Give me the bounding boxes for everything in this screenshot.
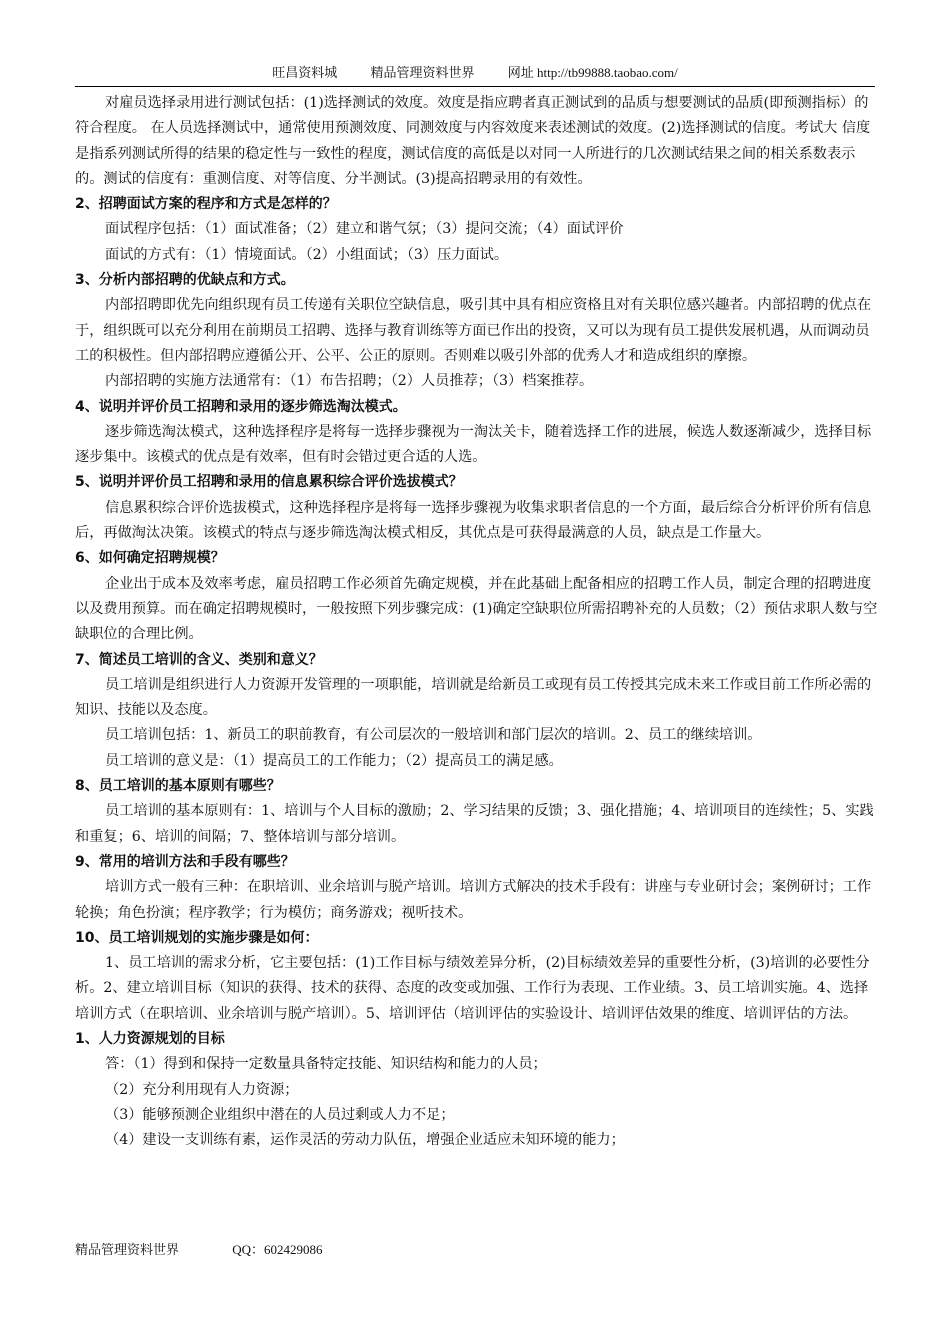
- body-paragraph: 信息累积综合评价选拔模式，这种选择程序是将每一选择步骤视为收集求职者信息的一个方面，最后综合分析评价所有信息后，再做淘汰决策。该模式的特点与逐步筛选淘汰模式相反，其优点是可获得最满意的人员，缺点是工作量大。: [75, 499, 872, 542]
- body-paragraph: 企业出于成本及效率考虑，雇员招聘工作必须首先确定规模，并在此基础上配备相应的招聘工作人员，制定合理的招聘进度以及费用预算。而在确定招聘规模时，一般按照下列步骤完成：(1)确定空缺职位所需招聘补充的人员数；（2）预估求职人数与空缺职位的合理比例。: [75, 575, 878, 643]
- header-brand: 精品管理资料世界: [370, 65, 475, 80]
- body-paragraph: 对雇员选择录用进行测试包括：(1)选择测试的效度。效度是指应聘者真正测试到的品质与想要测试的品质(即预测指标）的符合程度。 在人员选择测试中，通常使用预测效度、同测效度与内容效度来表述测试的效度。(2)选择测试的信度。考试大 信度是指系列测试所得的结果的稳定性与一致性的程度，测试信度的高低是以对同一人所进行的几次测试结果之间的相关系数表示的。测试的信度有：重测信度、对等信度、分半测试。(3)提高招聘录用的有效性。: [75, 95, 871, 187]
- header-site: 旺昌资料城: [272, 65, 338, 80]
- footer-qq: QQ：602429086: [232, 1242, 323, 1257]
- body-paragraph: 员工培训的基本原则有：1、培训与个人目标的激励；2、学习结果的反馈；3、强化措施；4、培训项目的连续性；5、实践和重复；6、培训的间隔；7、整体培训与部分培训。: [75, 803, 874, 845]
- section-heading: 2、招聘面试方案的程序和方式是怎样的？: [75, 196, 337, 213]
- body-paragraph: （2）充分利用现有人力资源；: [105, 1081, 299, 1098]
- section-heading: 4、说明并评价员工招聘和录用的逐步筛选淘汰模式。: [75, 398, 407, 415]
- section-heading: 3、分析内部招聘的优缺点和方式。: [75, 272, 295, 289]
- section-heading: 8、员工培训的基本原则有哪些？: [75, 778, 281, 795]
- section-heading: 10、员工培训规划的实施步骤是如何：: [75, 929, 319, 946]
- body-paragraph: 员工培训的意义是：（1）提高员工的工作能力；（2）提高员工的满足感。: [105, 752, 563, 769]
- body-paragraph: 培训方式一般有三种：在职培训、业余培训与脱产培训。培训方式解决的技术手段有：讲座与专业研讨会；案例研讨；工作轮换；角色扮演；程序教学；行为模仿；商务游戏；视听技术。: [75, 879, 872, 921]
- body-paragraph: 面试程序包括：（1）面试准备；（2）建立和谐气氛；（3）提问交流；（4）面试评价: [105, 221, 624, 238]
- page-header: [75, 62, 875, 87]
- body-paragraph: 逐步筛选淘汰模式，这种选择程序是将每一选择步骤视为一淘汰关卡，随着选择工作的进展，候选人数逐渐减少，选择目标逐步集中。该模式的优点是有效率，但有时会错过更合适的人选。: [75, 423, 872, 466]
- body-paragraph: 内部招聘的实施方法通常有：（1）布告招聘；（2）人员推荐；（3）档案推荐。: [105, 373, 594, 390]
- body-paragraph: 1、员工培训的需求分析，它主要包括：(1)工作目标与绩效差异分析，(2)目标绩效差异的重要性分析，(3)培训的必要性分析。2、建立培训目标（知识的获得、技术的获得、态度的改变或加强、工作行为表现、工作业绩。3、员工培训实施。4、选择培训方式（在职培训、业余培训与脱产培训）。5、培训评估（培训评估的实验设计、培训评估效果的维度、培训评估的方法。: [75, 955, 870, 1022]
- body-paragraph: 员工培训包括：1、新员工的职前教育，有公司层次的一般培训和部门层次的培训。2、员工的继续培训。: [105, 727, 762, 744]
- header-url: 网址 http://tb99888.taobao.com/: [507, 65, 678, 80]
- body-paragraph: 内部招聘即优先向组织现有员工传递有关职位空缺信息，吸引其中具有相应资格且对有关职位感兴趣者。内部招聘的优点在于，组织既可以充分利用在前期员工招聘、选择与教育训练等方面已作出的投资，又可以为现有员工提供发展机遇，从而调动员工的积极性。但内部招聘应遵循公开、公平、公正的原则。否则难以吸引外部的优秀人才和造成组织的摩擦。: [75, 297, 872, 364]
- footer-brand: 精品管理资料世界: [75, 1242, 180, 1257]
- body-paragraph: 答：（1）得到和保持一定数量具备特定技能、知识结构和能力的人员；: [105, 1056, 547, 1073]
- section-heading: 1、人力资源规划的目标: [75, 1030, 225, 1047]
- section-heading: 7、简述员工培训的含义、类别和意义？: [75, 651, 323, 668]
- document-body: [75, 91, 880, 1153]
- body-paragraph: （4）建设一支训练有素，运作灵活的劳动力队伍，增强企业适应未知环境的能力；: [105, 1132, 625, 1149]
- body-paragraph: 员工培训是组织进行人力资源开发管理的一项职能，培训就是给新员工或现有员工传授其完成未来工作或目前工作所必需的知识、技能以及态度。: [75, 676, 872, 719]
- section-heading: 6、如何确定招聘规模？: [75, 550, 225, 567]
- section-heading: 5、说明并评价员工招聘和录用的信息累积综合评价选拔模式？: [75, 474, 463, 491]
- page-footer: [75, 1240, 373, 1260]
- body-paragraph: （3）能够预测企业组织中潜在的人员过剩或人力不足；: [105, 1106, 455, 1123]
- section-heading: 9、常用的培训方法和手段有哪些？: [75, 853, 295, 870]
- body-paragraph: 面试的方式有：（1）情境面试。（2）小组面试；（3）压力面试。: [105, 246, 509, 263]
